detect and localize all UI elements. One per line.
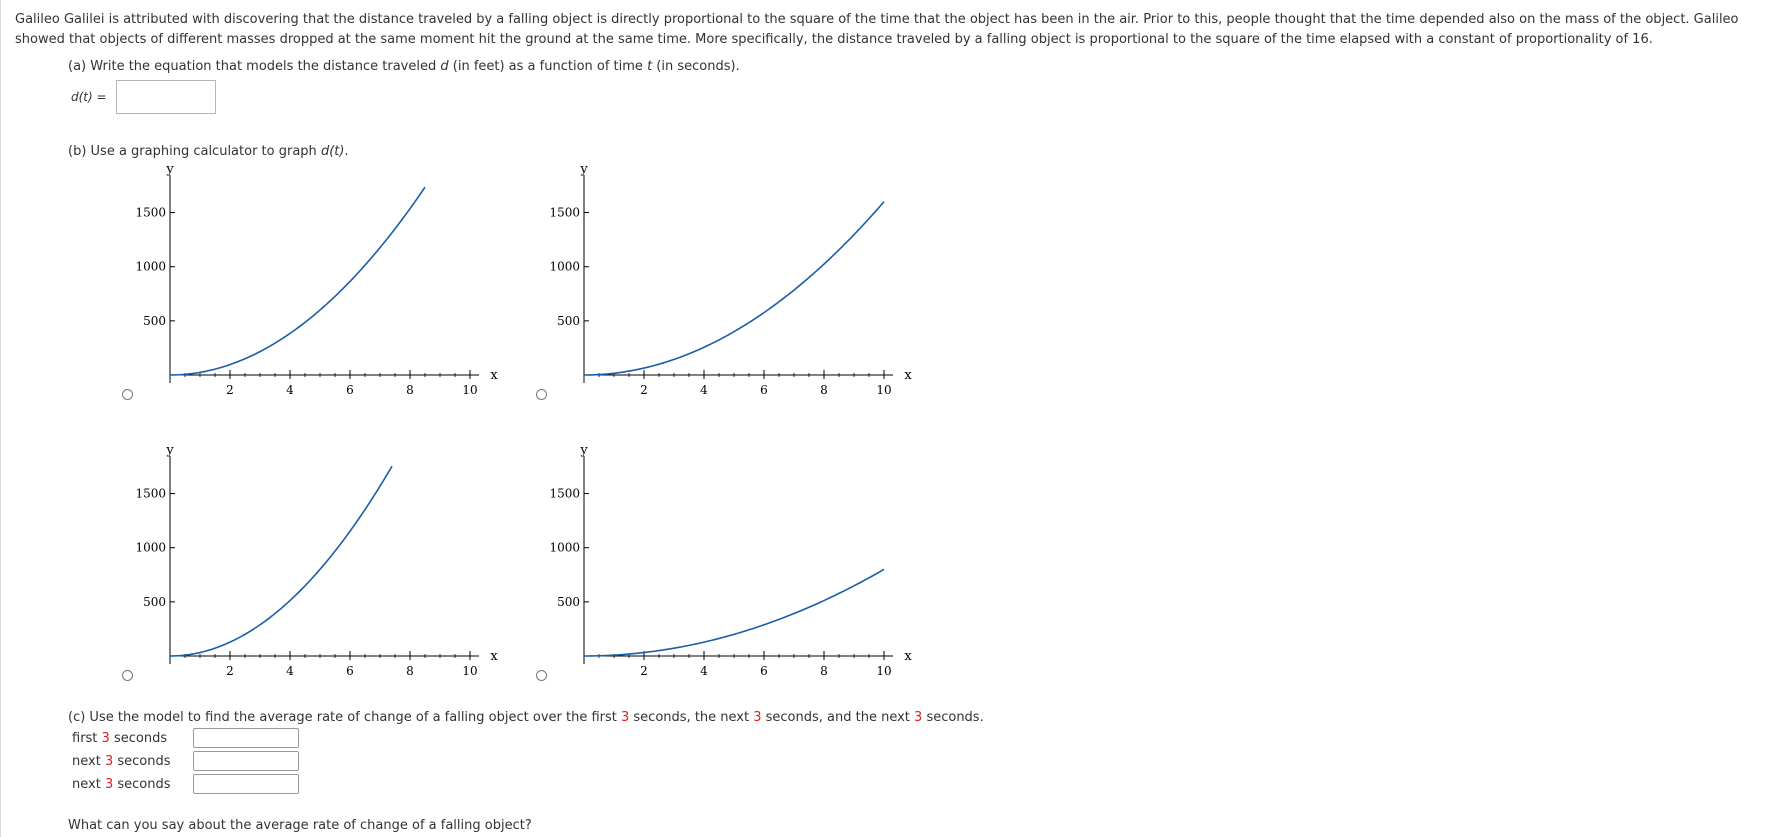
- x-tick-label: 10: [876, 664, 892, 678]
- curve: [584, 569, 884, 656]
- left-border: [0, 0, 1, 837]
- x-tick-label: 8: [820, 664, 828, 678]
- x-tick-label: 4: [286, 383, 294, 397]
- x-tick-label: 4: [286, 664, 294, 678]
- x-axis-label: x: [904, 649, 912, 664]
- part-b-text-1: (b) Use a graphing calculator to graph: [68, 144, 321, 159]
- curve: [584, 202, 884, 375]
- part-c-num-2: 3: [753, 710, 762, 725]
- part-c-text-4: seconds.: [922, 710, 984, 725]
- y-tick-label: 1000: [549, 259, 580, 274]
- part-c-text-1: (c) Use the model to find the average rate of change of a falling object over the first: [68, 710, 621, 725]
- y-tick-label: 1000: [135, 540, 166, 555]
- part-a-var-d: d: [440, 59, 449, 74]
- graph-option-c: [125, 443, 498, 686]
- part-b-prompt: [68, 144, 349, 159]
- y-axis-label: y: [580, 443, 588, 458]
- problem-intro: Galileo Galilei is attributed with discovering that the distance traveled by a falling object is directly proportional to the square of the time that the object has been in the air. Prior to this, people thought that the time depended also on the mass of the object. Galileo showed that objects of different masses dropped at the same moment hit the ground at the same time. More specifically, the distance traveled by a falling object is proportional to the square of the time elapsed with a constant of proportionality of 16.: [15, 12, 1739, 47]
- part-c-num-1: 3: [621, 710, 630, 725]
- graph-option-d: [539, 443, 912, 686]
- y-tick-label: 500: [143, 313, 166, 328]
- curve: [170, 466, 392, 656]
- part-b-text-2: .: [344, 144, 349, 159]
- graph-option-b: [539, 162, 912, 405]
- y-axis-label: y: [580, 162, 588, 177]
- row1-post: seconds: [109, 731, 168, 746]
- x-tick-label: 4: [700, 383, 708, 397]
- next-3-seconds-input-1[interactable]: [193, 751, 299, 771]
- y-tick-label: 1500: [549, 205, 580, 220]
- y-tick-label: 1500: [549, 486, 580, 501]
- y-axis-label: y: [166, 162, 174, 177]
- part-c-text-2: seconds, the next: [629, 710, 754, 725]
- x-tick-label: 10: [462, 664, 478, 678]
- part-c-num-3: 3: [914, 710, 923, 725]
- part-a-text-1: (a) Write the equation that models the distance traveled: [68, 59, 441, 74]
- y-tick-label: 500: [143, 594, 166, 609]
- first-3-seconds-input[interactable]: [193, 728, 299, 748]
- x-tick-label: 2: [640, 664, 648, 678]
- row3-num: 3: [104, 777, 114, 792]
- y-tick-label: 1500: [135, 486, 166, 501]
- part-a-text-3: (in seconds).: [652, 59, 740, 74]
- part-a-prompt: [68, 59, 740, 74]
- y-tick-label: 500: [557, 594, 580, 609]
- row-next-3-seconds-label-1: [72, 754, 171, 769]
- row-next-3-seconds-label-2: [72, 777, 171, 792]
- y-tick-label: 500: [557, 313, 580, 328]
- next-3-seconds-input-2[interactable]: [193, 774, 299, 794]
- y-tick-label: 1500: [135, 205, 166, 220]
- x-tick-label: 8: [820, 383, 828, 397]
- row1-num: 3: [101, 731, 110, 746]
- graph-option-a: [125, 162, 498, 405]
- curve: [170, 187, 425, 375]
- x-tick-label: 10: [462, 383, 478, 397]
- x-tick-label: 6: [760, 664, 768, 678]
- part-c-prompt: [68, 710, 984, 725]
- part-a-text-2: (in feet) as a function of time: [448, 59, 648, 74]
- x-tick-label: 2: [640, 383, 648, 397]
- x-tick-label: 2: [226, 383, 234, 397]
- x-axis-label: x: [490, 368, 498, 383]
- rate-question: What can you say about the average rate of change of a falling object?: [68, 818, 532, 833]
- x-tick-label: 8: [406, 664, 414, 678]
- x-tick-label: 2: [226, 664, 234, 678]
- y-axis-label: y: [166, 443, 174, 458]
- row2-pre: next: [72, 754, 105, 769]
- y-tick-label: 1000: [549, 540, 580, 555]
- x-tick-label: 8: [406, 383, 414, 397]
- y-tick-label: 1000: [135, 259, 166, 274]
- x-tick-label: 6: [346, 664, 354, 678]
- row3-pre: next: [72, 777, 105, 792]
- d-of-t-input[interactable]: [116, 80, 216, 114]
- x-tick-label: 6: [346, 383, 354, 397]
- row3-post: seconds: [113, 777, 171, 792]
- row2-post: seconds: [113, 754, 171, 769]
- x-tick-label: 6: [760, 383, 768, 397]
- x-tick-label: 4: [700, 664, 708, 678]
- part-b-func: d(t): [320, 144, 345, 159]
- part-a-var-t: t: [647, 59, 653, 74]
- x-axis-label: x: [904, 368, 912, 383]
- part-c-text-3: seconds, and the next: [761, 710, 915, 725]
- x-tick-label: 10: [876, 383, 892, 397]
- row-first-3-seconds-label: [72, 731, 167, 746]
- d-of-t-label: d(t) =: [71, 90, 107, 104]
- x-axis-label: x: [490, 649, 498, 664]
- row1-pre: first: [72, 731, 102, 746]
- row2-num: 3: [104, 754, 114, 769]
